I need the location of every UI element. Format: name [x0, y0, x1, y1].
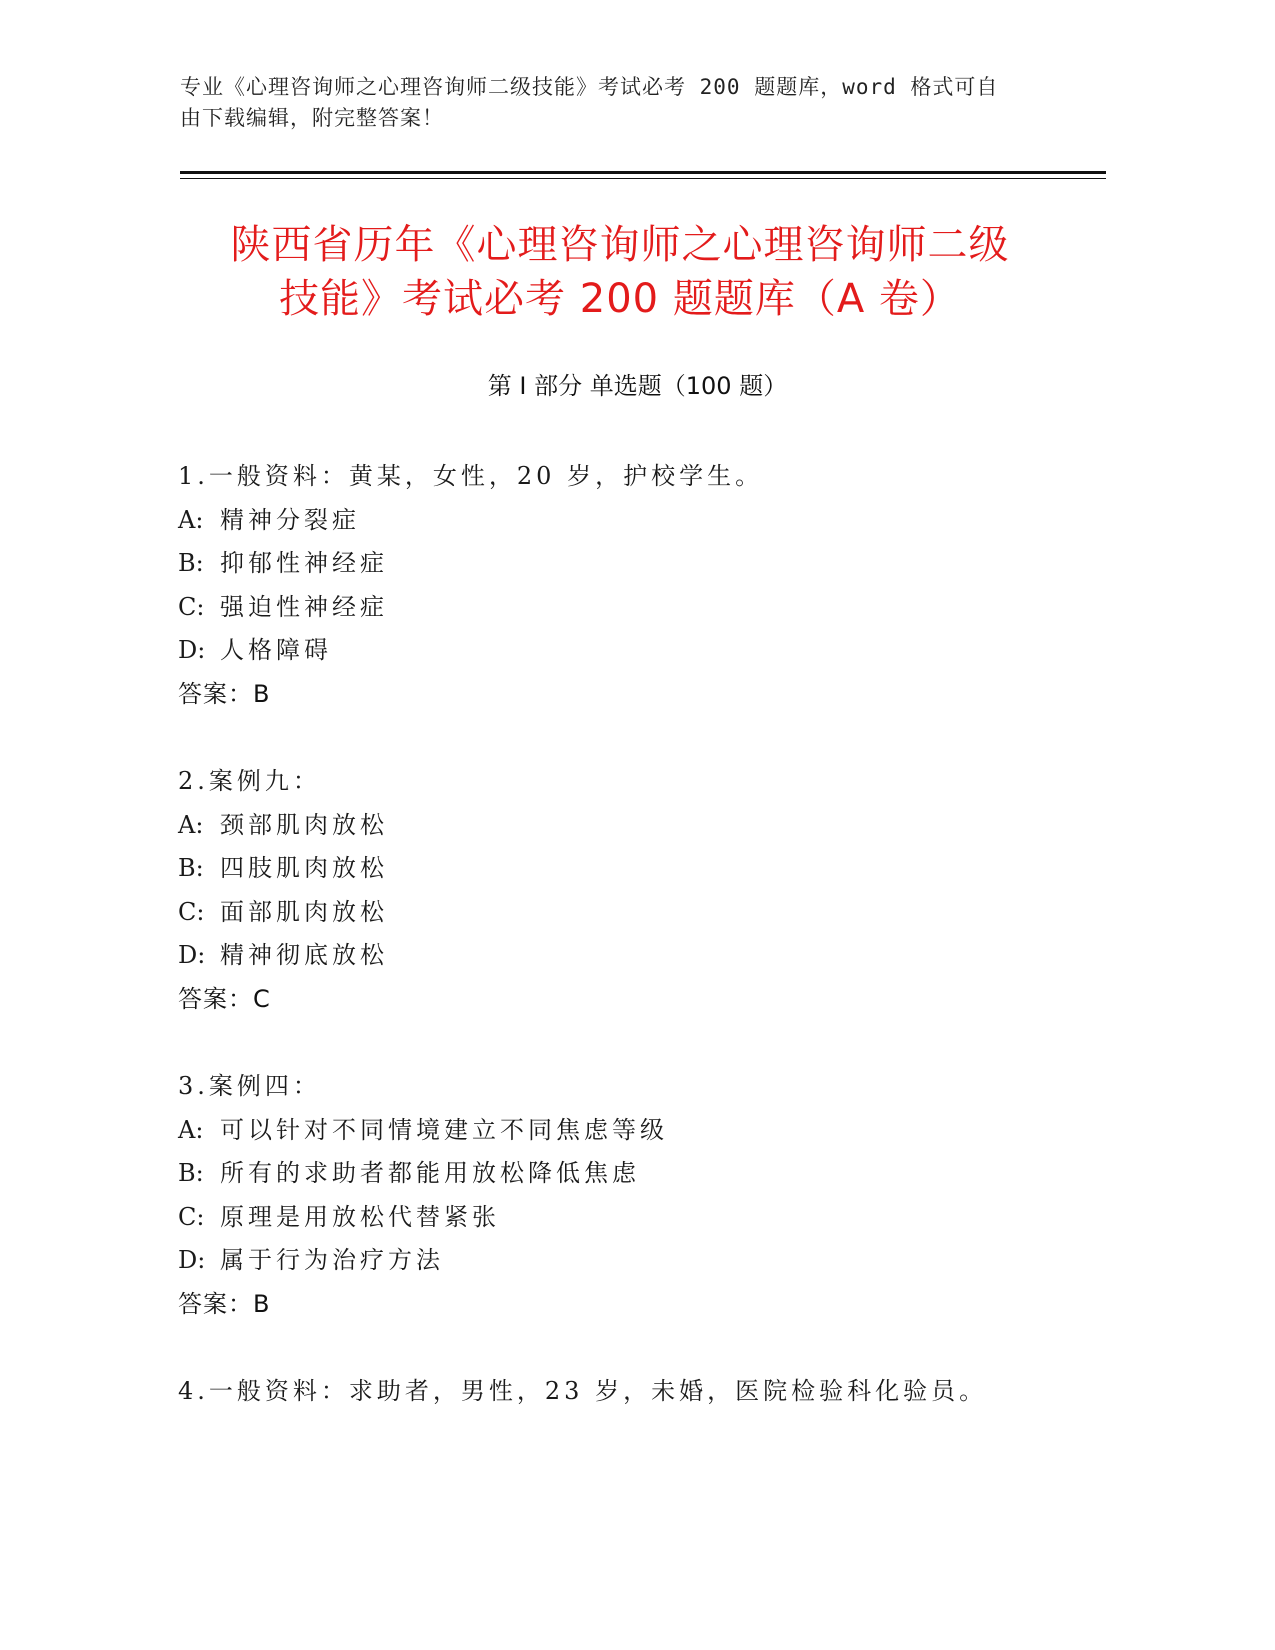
option-text: 原理是用放松代替紧张	[220, 1202, 500, 1231]
option-letter: A:	[178, 505, 204, 534]
option-c	[178, 891, 1118, 935]
option-letter: C:	[178, 897, 205, 926]
option-b	[178, 1152, 1118, 1196]
answer: 答案：B	[178, 1289, 271, 1318]
option-a	[178, 1109, 1118, 1153]
question-stem: 4.一般资料：求助者，男性，23 岁，未婚，医院检验科化验员。	[178, 1377, 988, 1405]
option-b	[178, 542, 1118, 586]
option-letter: D:	[178, 941, 206, 969]
header-rule-thin	[180, 178, 1106, 179]
option-a	[178, 804, 1118, 848]
document-title-line-2: 技能》考试必考 200 题题库（A 卷）	[279, 276, 961, 322]
option-text: 精神分裂症	[220, 505, 360, 534]
option-letter: D:	[178, 1246, 206, 1274]
header-note	[180, 72, 1040, 134]
option-text: 颈部肌肉放松	[220, 810, 388, 839]
section-title: 第 I 部分 单选题（100 题）	[487, 372, 788, 400]
option-text: 强迫性神经症	[220, 592, 388, 621]
option-text: 人格障碍	[220, 636, 332, 664]
option-letter: C:	[178, 1202, 205, 1231]
option-text: 抑郁性神经症	[220, 549, 388, 577]
option-c	[178, 1196, 1118, 1240]
option-letter: D:	[178, 636, 206, 664]
question-4	[178, 1370, 1118, 1414]
question-stem: 3.案例四：	[178, 1072, 321, 1100]
option-c	[178, 586, 1118, 630]
answer: 答案：B	[178, 679, 271, 708]
option-text: 精神彻底放松	[220, 941, 388, 969]
header-note-line-1: 专业《心理咨询师之心理咨询师二级技能》考试必考 200 题题库，word 格式可自	[180, 75, 999, 99]
option-text: 四肢肌肉放松	[220, 854, 388, 882]
option-letter: A:	[178, 1115, 204, 1144]
option-text: 面部肌肉放松	[220, 897, 388, 926]
option-letter: B:	[178, 549, 204, 577]
option-letter: B:	[178, 854, 204, 882]
option-a	[178, 499, 1118, 543]
option-letter: C:	[178, 592, 205, 621]
question-2	[178, 760, 1118, 1021]
question-stem: 2.案例九：	[178, 767, 321, 795]
document-title-line-1: 陕西省历年《心理咨询师之心理咨询师二级	[230, 222, 1010, 268]
question-stem: 1.一般资料：黄某，女性，20 岁，护校学生。	[178, 462, 764, 490]
question-1	[178, 455, 1118, 716]
option-d	[178, 934, 1118, 978]
answer: 答案：C	[178, 984, 271, 1013]
header-note-line-2: 由下载编辑，附完整答案！	[180, 106, 444, 130]
option-text: 所有的求助者都能用放松降低焦虑	[220, 1159, 640, 1187]
option-letter: B:	[178, 1159, 204, 1187]
option-text: 属于行为治疗方法	[220, 1246, 444, 1274]
question-3	[178, 1065, 1118, 1326]
option-b	[178, 847, 1118, 891]
document-title	[150, 218, 1090, 326]
question-list	[178, 455, 1118, 1458]
option-text: 可以针对不同情境建立不同焦虑等级	[220, 1115, 668, 1144]
header-rule-thick	[180, 171, 1106, 174]
option-d	[178, 1239, 1118, 1283]
option-letter: A:	[178, 810, 204, 839]
option-d	[178, 629, 1118, 673]
